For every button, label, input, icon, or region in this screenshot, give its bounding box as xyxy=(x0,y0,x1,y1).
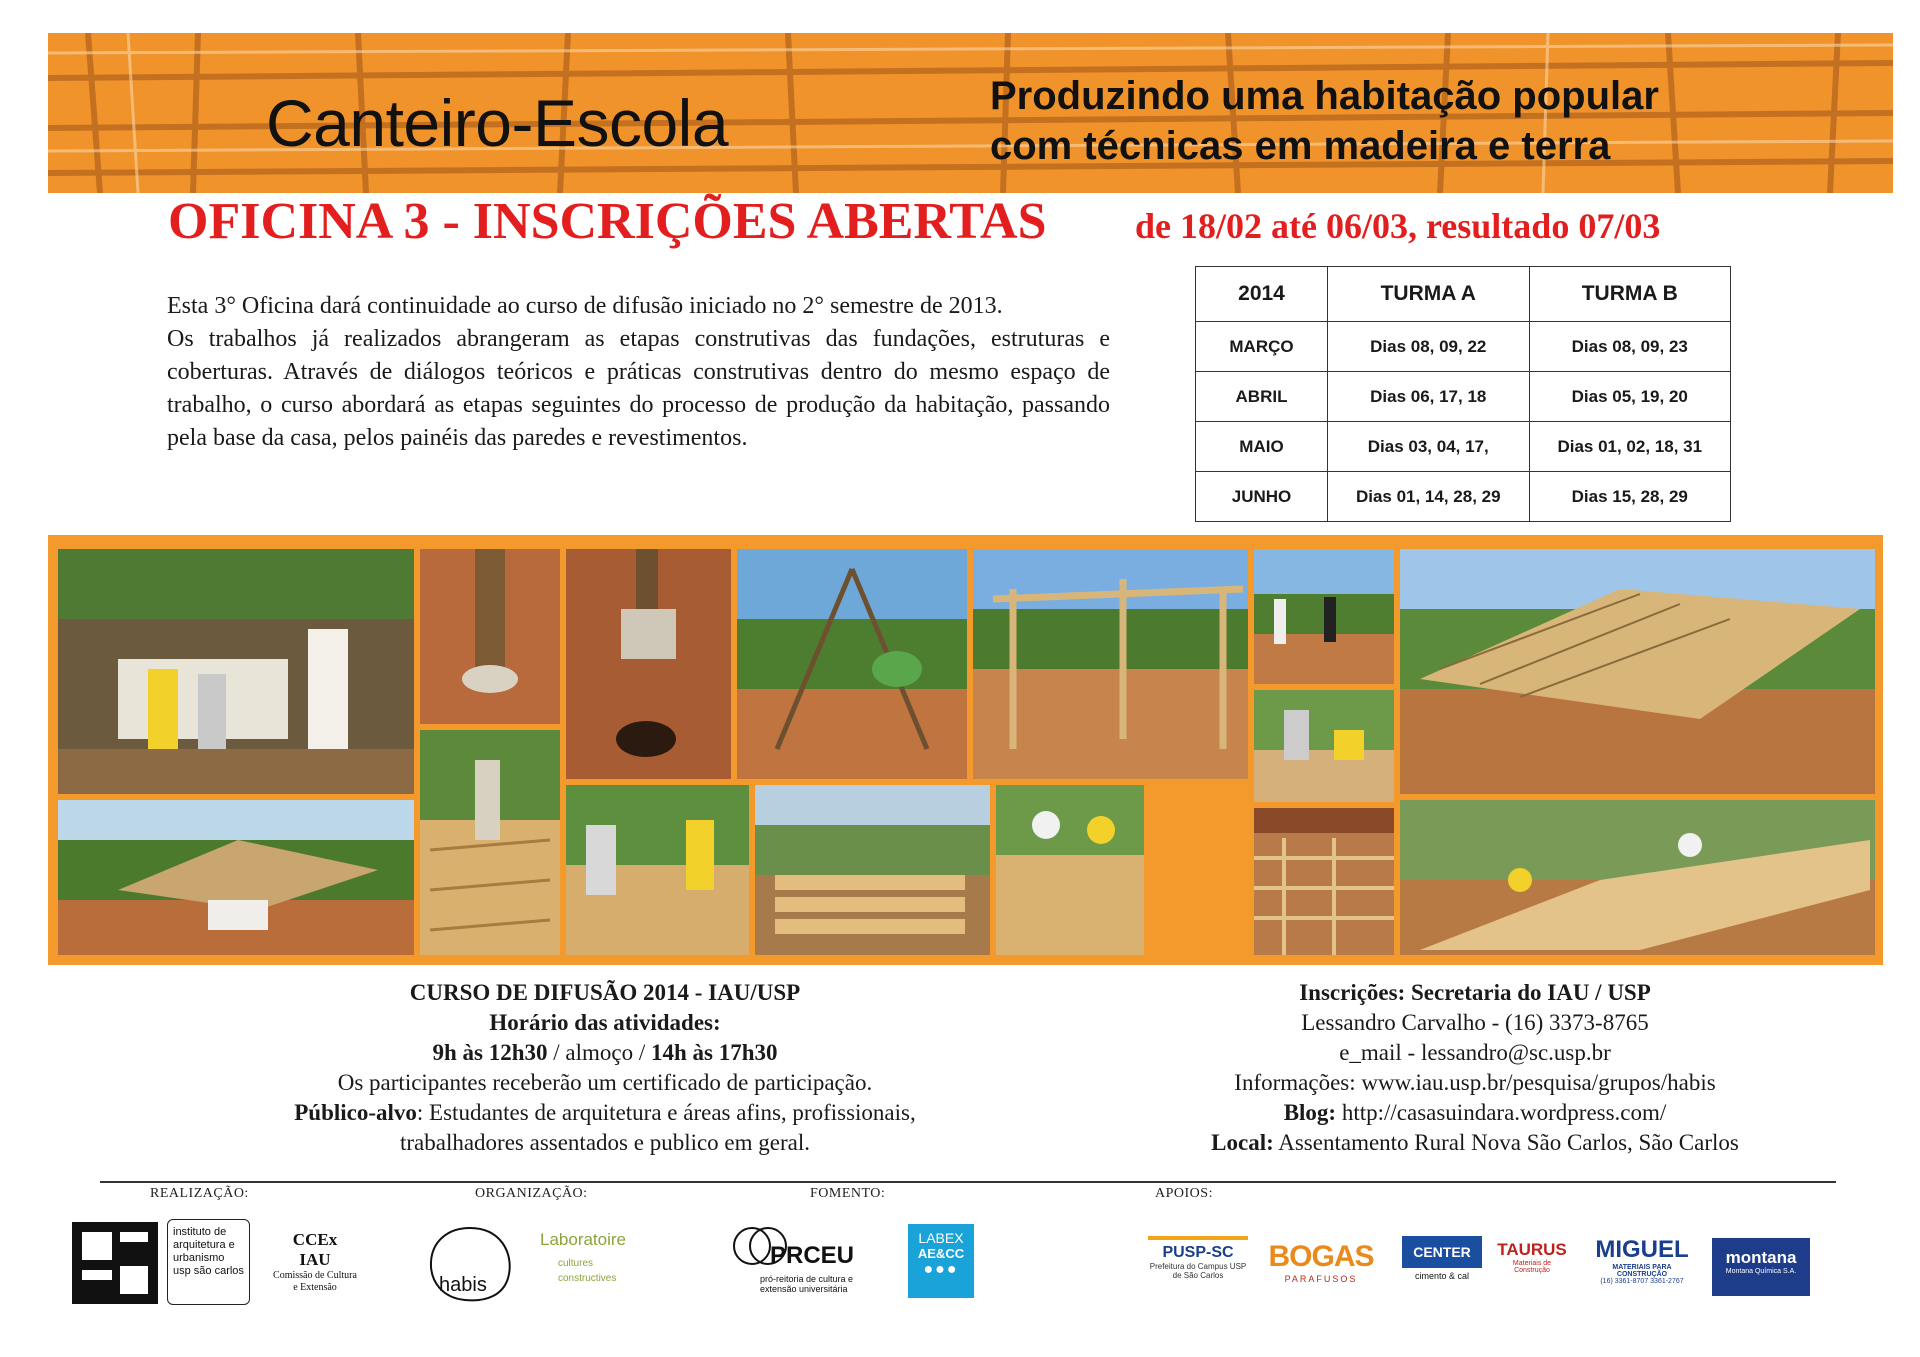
registration-info xyxy=(1130,978,1820,1158)
schedule-table xyxy=(1195,266,1731,522)
labex-label: LABEX xyxy=(918,1230,964,1246)
miguel-sub: MATERIAIS PARA CONSTRUÇÃO xyxy=(1612,1264,1672,1278)
laboratoire-sub-1: cultures xyxy=(558,1258,594,1269)
labex-sub: AE&CC xyxy=(917,1246,965,1261)
labex-dots-icon: ●●● xyxy=(923,1261,959,1278)
schedule-header-turma-b: TURMA B xyxy=(1529,267,1731,322)
course-audience-label: Público-alvo xyxy=(294,1100,417,1125)
subtitle-line-1: Produzindo uma habitação popular xyxy=(990,74,1659,118)
montana-label: montana xyxy=(1725,1248,1797,1267)
photo-stacked-panels xyxy=(755,785,990,955)
sponsors-divider xyxy=(100,1181,1836,1183)
registration-blog xyxy=(1130,1098,1820,1128)
schedule-turma-b-days: Dias 01, 02, 18, 31 xyxy=(1529,422,1731,472)
table-row xyxy=(1196,472,1731,522)
ccex-iau: IAU xyxy=(299,1250,331,1269)
course-audience-text: : Estudantes de arquitetura e áreas afins, profissionais, xyxy=(416,1100,916,1125)
course-hours-morning: 9h às 12h30 xyxy=(432,1040,548,1065)
center-logo xyxy=(1402,1236,1482,1281)
registration-contact: Lessandro Carvalho - (16) 3373-8765 xyxy=(1301,1010,1649,1035)
bogas-label: BOGAS xyxy=(1268,1240,1374,1273)
miguel-phone: (16) 3361-8707 3361-2767 xyxy=(1600,1278,1684,1285)
realizacao-label: REALIZAÇÃO: xyxy=(150,1186,249,1201)
bogas-sub: PARAFUSOS xyxy=(1284,1274,1358,1284)
photo-site-panorama xyxy=(58,800,414,955)
registration-email: e_mail - lessandro@sc.usp.br xyxy=(1339,1040,1611,1065)
schedule-turma-a-days: Dias 08, 09, 22 xyxy=(1328,322,1530,372)
header-banner xyxy=(48,33,1893,193)
photo-team-work xyxy=(1254,549,1394,684)
table-row xyxy=(1196,422,1731,472)
center-sub: cimento & cal xyxy=(1414,1271,1470,1281)
schedule-header-turma-a: TURMA A xyxy=(1328,267,1530,322)
ccex-sub: Comissão de Cultura e Extensão xyxy=(273,1270,357,1293)
organizacao-label: ORGANIZAÇÃO: xyxy=(475,1186,588,1201)
laboratoire-label: Laboratoire xyxy=(540,1230,627,1249)
local-label: Local: xyxy=(1211,1130,1274,1155)
intro-paragraph-2: Os trabalhos já realizados abrangeram as etapas construtivas das fundações, estruturas e coberturas. Através de diálogos teóricos e práticas construtivas dentro do mesmo espaço de trabalho, o curso abordará as etapas seguintes do processo de produção da habitação, passando pela base da casa, pelos painéis das paredes e revestimentos. xyxy=(167,326,1110,451)
photo-presentation xyxy=(58,549,414,794)
photo-collage xyxy=(48,535,1883,965)
photo-concrete-footing xyxy=(566,549,731,779)
pusp-sub: Prefeitura do Campus USP de São Carlos xyxy=(1149,1262,1247,1280)
workshop-title: OFICINA 3 - INSCRIÇÕES ABERTAS xyxy=(168,193,1047,250)
photo-structure-frame xyxy=(973,549,1248,779)
miguel-logo xyxy=(1592,1236,1692,1285)
subtitle-line-2: com técnicas em madeira e terra xyxy=(990,124,1611,168)
schedule-turma-a-days: Dias 06, 17, 18 xyxy=(1328,372,1530,422)
course-hours-label: Horário das atividades: xyxy=(489,1010,721,1035)
photo-tripod-mixer xyxy=(737,549,967,779)
iau-name-box: instituto de arquitetura e urbanismo usp são carlos xyxy=(167,1219,250,1305)
registration-info-link: Informações: www.iau.usp.br/pesquisa/grupos/habis xyxy=(1234,1070,1716,1095)
laboratoire-logo xyxy=(540,1230,660,1284)
taurus-label: TAURUS xyxy=(1497,1240,1567,1259)
center-label: CENTER xyxy=(1402,1236,1482,1268)
ccex-title: CCEx xyxy=(292,1230,338,1249)
photo-helmet-workers xyxy=(996,785,1144,955)
course-certificate: Os participantes receberão um certificado de participação. xyxy=(337,1070,873,1095)
prceu-sub: pró-reitoria de cultura e extensão universitária xyxy=(760,1274,854,1294)
ccex-logo xyxy=(270,1230,360,1294)
course-hours-afternoon: 14h às 17h30 xyxy=(650,1040,778,1065)
course-audience-text-2: trabalhadores assentados e publico em geral. xyxy=(399,1130,810,1155)
schedule-month: MARÇO xyxy=(1196,322,1328,372)
laboratoire-sub-2: constructives xyxy=(558,1273,617,1284)
workshop-dates: de 18/02 até 06/03, resultado 07/03 xyxy=(1135,206,1661,246)
page-subtitle xyxy=(990,71,1890,171)
local-text: Assentamento Rural Nova São Carlos, São Carlos xyxy=(1273,1130,1739,1155)
blog-label: Blog: xyxy=(1283,1100,1337,1125)
course-hours xyxy=(210,1038,1000,1068)
schedule-month: MAIO xyxy=(1196,422,1328,472)
table-row xyxy=(1196,372,1731,422)
taurus-logo xyxy=(1495,1240,1569,1274)
montana-sub: Montana Química S.A. xyxy=(1725,1268,1797,1275)
schedule-turma-b-days: Dias 05, 19, 20 xyxy=(1529,372,1731,422)
fomento-label: FOMENTO: xyxy=(810,1186,886,1201)
taurus-sub: Materiais de Construção xyxy=(1512,1260,1552,1274)
schedule-turma-a-days: Dias 03, 04, 17, xyxy=(1328,422,1530,472)
schedule-turma-a-days: Dias 01, 14, 28, 29 xyxy=(1328,472,1530,522)
schedule-header-year: 2014 xyxy=(1196,267,1328,322)
iau-logo-mark xyxy=(72,1222,158,1304)
labex-logo xyxy=(908,1224,974,1298)
photo-saw-cutting xyxy=(1254,690,1394,802)
schedule-month: ABRIL xyxy=(1196,372,1328,422)
course-audience xyxy=(210,1098,1000,1128)
page-title: Canteiro-Escola xyxy=(266,86,729,160)
iau-logo xyxy=(72,1222,158,1304)
photo-floor-deck xyxy=(1400,800,1875,955)
photo-wood-panels xyxy=(420,730,560,955)
schedule-header-row xyxy=(1196,267,1731,322)
intro-text xyxy=(167,290,1110,455)
prceu-logo xyxy=(730,1222,890,1302)
registration-local xyxy=(1130,1128,1820,1158)
photo-roof-structure xyxy=(1400,549,1875,794)
habis-logo xyxy=(425,1224,515,1304)
habis-label: habis xyxy=(439,1274,487,1296)
bogas-logo xyxy=(1262,1240,1380,1284)
table-row xyxy=(1196,322,1731,372)
registration-title: Inscrições: Secretaria do IAU / USP xyxy=(1299,980,1651,1005)
prceu-label: PRCEU xyxy=(770,1242,855,1269)
pusp-label: PUSP-SC xyxy=(1148,1236,1248,1262)
montana-logo xyxy=(1712,1238,1810,1296)
course-title: CURSO DE DIFUSÃO 2014 - IAU/USP xyxy=(409,980,801,1005)
apoios-label: APOIOS: xyxy=(1155,1186,1213,1201)
photo-foundation-hole xyxy=(420,549,560,724)
intro-paragraph-1: Esta 3° Oficina dará continuidade ao curso de difusão iniciado no 2° semestre de 2013. xyxy=(167,293,1003,319)
schedule-month: JUNHO xyxy=(1196,472,1328,522)
miguel-label: MIGUEL xyxy=(1595,1236,1689,1263)
schedule-turma-b-days: Dias 08, 09, 23 xyxy=(1529,322,1731,372)
course-hours-lunch: / almoço / xyxy=(547,1040,651,1065)
schedule-turma-b-days: Dias 15, 28, 29 xyxy=(1529,472,1731,522)
blog-url: http://casasuindara.wordpress.com/ xyxy=(1336,1100,1667,1125)
photo-floor-frame xyxy=(1254,808,1394,955)
course-info xyxy=(210,978,1000,1158)
pusp-logo xyxy=(1148,1236,1248,1280)
photo-workers-panels xyxy=(566,785,749,955)
